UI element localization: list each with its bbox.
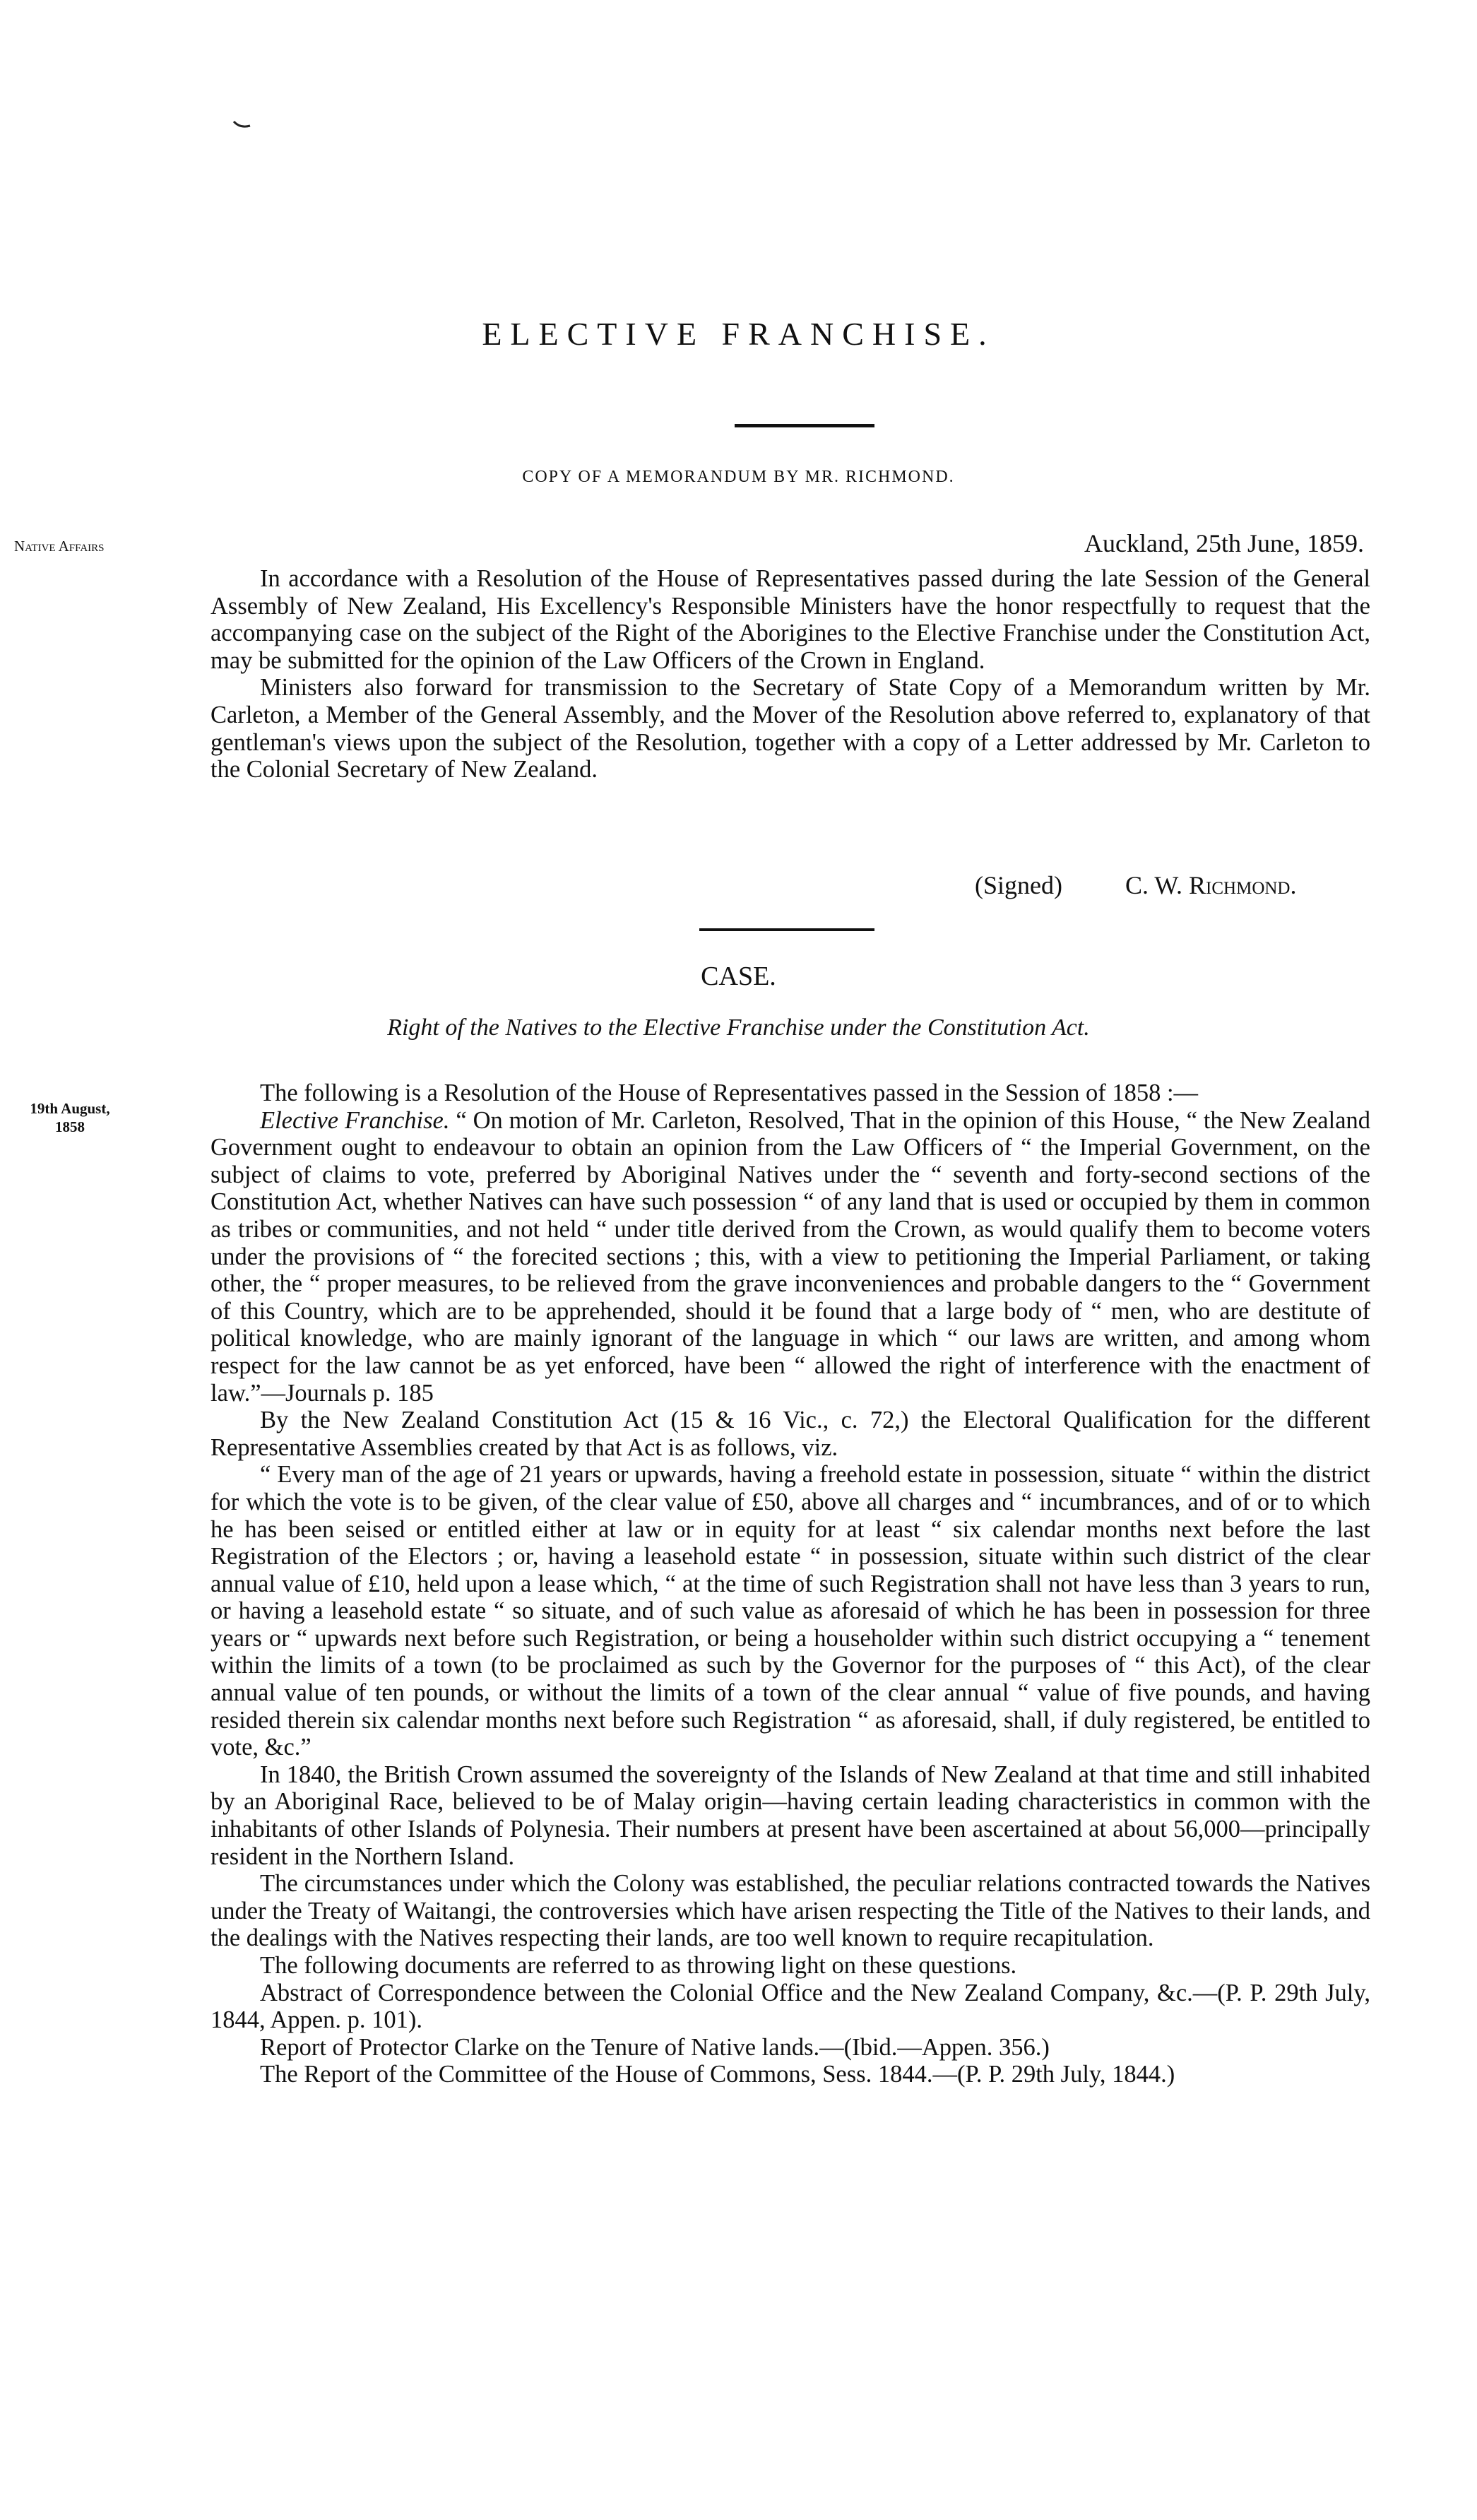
case-rule [699, 928, 874, 931]
case-title: CASE. [701, 962, 776, 991]
resolution-paragraph [210, 1107, 1370, 1407]
margin-date-line-2: 1858 [55, 1118, 85, 1135]
signed-label: (Signed) [975, 871, 1062, 899]
resolution-label: Elective Franchise. [260, 1106, 450, 1134]
memo-heading: COPY OF A MEMORANDUM BY MR. RICHMOND. [522, 468, 955, 486]
documents-paragraph: The following documents are referred to as throwing light on these questions. [260, 1952, 1017, 1979]
dateline: Auckland, 25th June, 1859. [1084, 529, 1364, 557]
memo-body [210, 565, 1370, 783]
quote-paragraph: “ Every man of the age of 21 years or upwards, having a freehold estate in possession, situate “ within the district for which the vote is to be given, of the clear value of £50, above all charges and “ incumbrances, and of or to which he has been seised or entitled either at law or in equity for at least “ six calendar months next before the last Registration of the Electors ; or, having a leasehold estate “ in possession, situate within such district of the clear annual value of £10, held upon a lease which, “ at the time of such Registration shall not have less than 3 years to run, or having a leasehold estate “ so situate, and of such value as aforesaid of which he has been in possession for three years or “ upwards next before such Registration, or being a householder within such district occupying a “ tenement within the limits of a town (to be proclaimed as such by the Governor for the purposes of “ this Act), of the clear annual value of ten pounds, or without the limits of a town of the clear annual “ value of five pounds, and having resided therein six calendar months next before such Registration “ as aforesaid, shall, if duly registered, be entitled to vote, &c.” [210, 1461, 1370, 1761]
margin-note-date [10, 1099, 130, 1136]
report-commons-paragraph: The Report of the Committee of the House of Commons, Sess. 1844.—(P. P. 29th July, 1844.) [260, 2061, 1175, 2088]
memo-paragraph-2: Ministers also forward for transmission to the Secretary of State Copy of a Memorandum written by Mr. Carleton, a Member of the General Assembly, and the Mover of the Resolution above referred to, explanatory of that gentleman's views upon the subject of the Resolution, together with a copy of a Letter addressed by Mr. Carleton to the Colonial Secretary of New Zealand. [210, 674, 1370, 783]
report-clarke-paragraph: Report of Protector Clarke on the Tenure of Native lands.—(Ibid.—Appen. 356.) [260, 2033, 1050, 2061]
margin-note-native-affairs: Native Affairs [14, 538, 105, 555]
history-paragraph: In 1840, the British Crown assumed the sovereignty of the Islands of New Zealand at that time and still inhabited by an Aboriginal Race, believed to be of Malay origin—having certain leading characteristics in common with the inhabitants of other Islands of Polynesia. Their numbers at present have been ascertained at about 56,000—principally resident in the Northern Island. [210, 1761, 1370, 1870]
resolution-text: “ On motion of Mr. Carleton, Resolved, That in the opinion of this House, “ the New Zealand Government ought to endeavour to obtain an opinion from the Law Officers of “ the Imperial Government, on the subject of claims to vote, preferred by Aboriginal Natives under the “ seventh and forty-second sections of the Constitution Act, whether Natives can have such possession “ of any land that is used or occupied by them in common as tribes or communities, and not held “ under title derived from the Crown, as would qualify them to become voters under the provisions of “ the forecited sections ; this, with a view to petitioning the Imperial Parliament, or taking other, the “ proper measures, to be relieved from the grave inconveniences and probable dangers to the “ Government of this Country, which are to be apprehended, should it be found that a large body of “ men, who are destitute of political knowledge, who are mainly ignorant of the language in which “ our laws are written, and among whom respect for the law cannot be as yet enforced, have been “ allowed the right of interference with the enactment of law.”—Journals p. 185 [210, 1106, 1371, 1407]
case-intro: The following is a Resolution of the House of Representatives passed in the Session of 1858 :— [260, 1079, 1199, 1106]
circumstances-paragraph: The circumstances under which the Colony was established, the peculiar relations contracted towards the Natives under the Treaty of Waitangi, the controversies which have arisen respecting the Title of the Natives to their lands, and the dealings with the Natives respecting their lands, are too well known to require recapitulation. [210, 1870, 1370, 1952]
case-body [210, 1079, 1370, 2088]
abstract-paragraph: Abstract of Correspondence between the Colonial Office and the New Zealand Company, &c.—(P. P. 29th July, 1844, Appen. p. 101). [210, 1979, 1370, 2034]
case-subtitle: Right of the Natives to the Elective Franchise under the Constitution Act. [387, 1014, 1090, 1041]
signatory-name: C. W. Richmond. [1125, 871, 1297, 899]
title-rule [735, 424, 874, 427]
stray-mark [233, 120, 251, 130]
margin-date-line-1: 19th August, [30, 1100, 110, 1117]
signature-line [975, 870, 1296, 900]
qualification-paragraph: By the New Zealand Constitution Act (15 & 16 Vic., c. 72,) the Electoral Qualification for the different Representative Assemblies created by that Act is as follows, viz. [210, 1407, 1370, 1461]
page-title: ELECTIVE FRANCHISE. [482, 316, 995, 352]
memo-paragraph-1: In accordance with a Resolution of the House of Representatives passed during the late Session of the General Assembly of New Zealand, His Excellency's Responsible Ministers have the honor respectfully to request that the accompanying case on the subject of the Right of the Aborigines to the Elective Franchise under the Constitution Act, may be submitted for the opinion of the Law Officers of the Crown in England. [210, 565, 1370, 674]
